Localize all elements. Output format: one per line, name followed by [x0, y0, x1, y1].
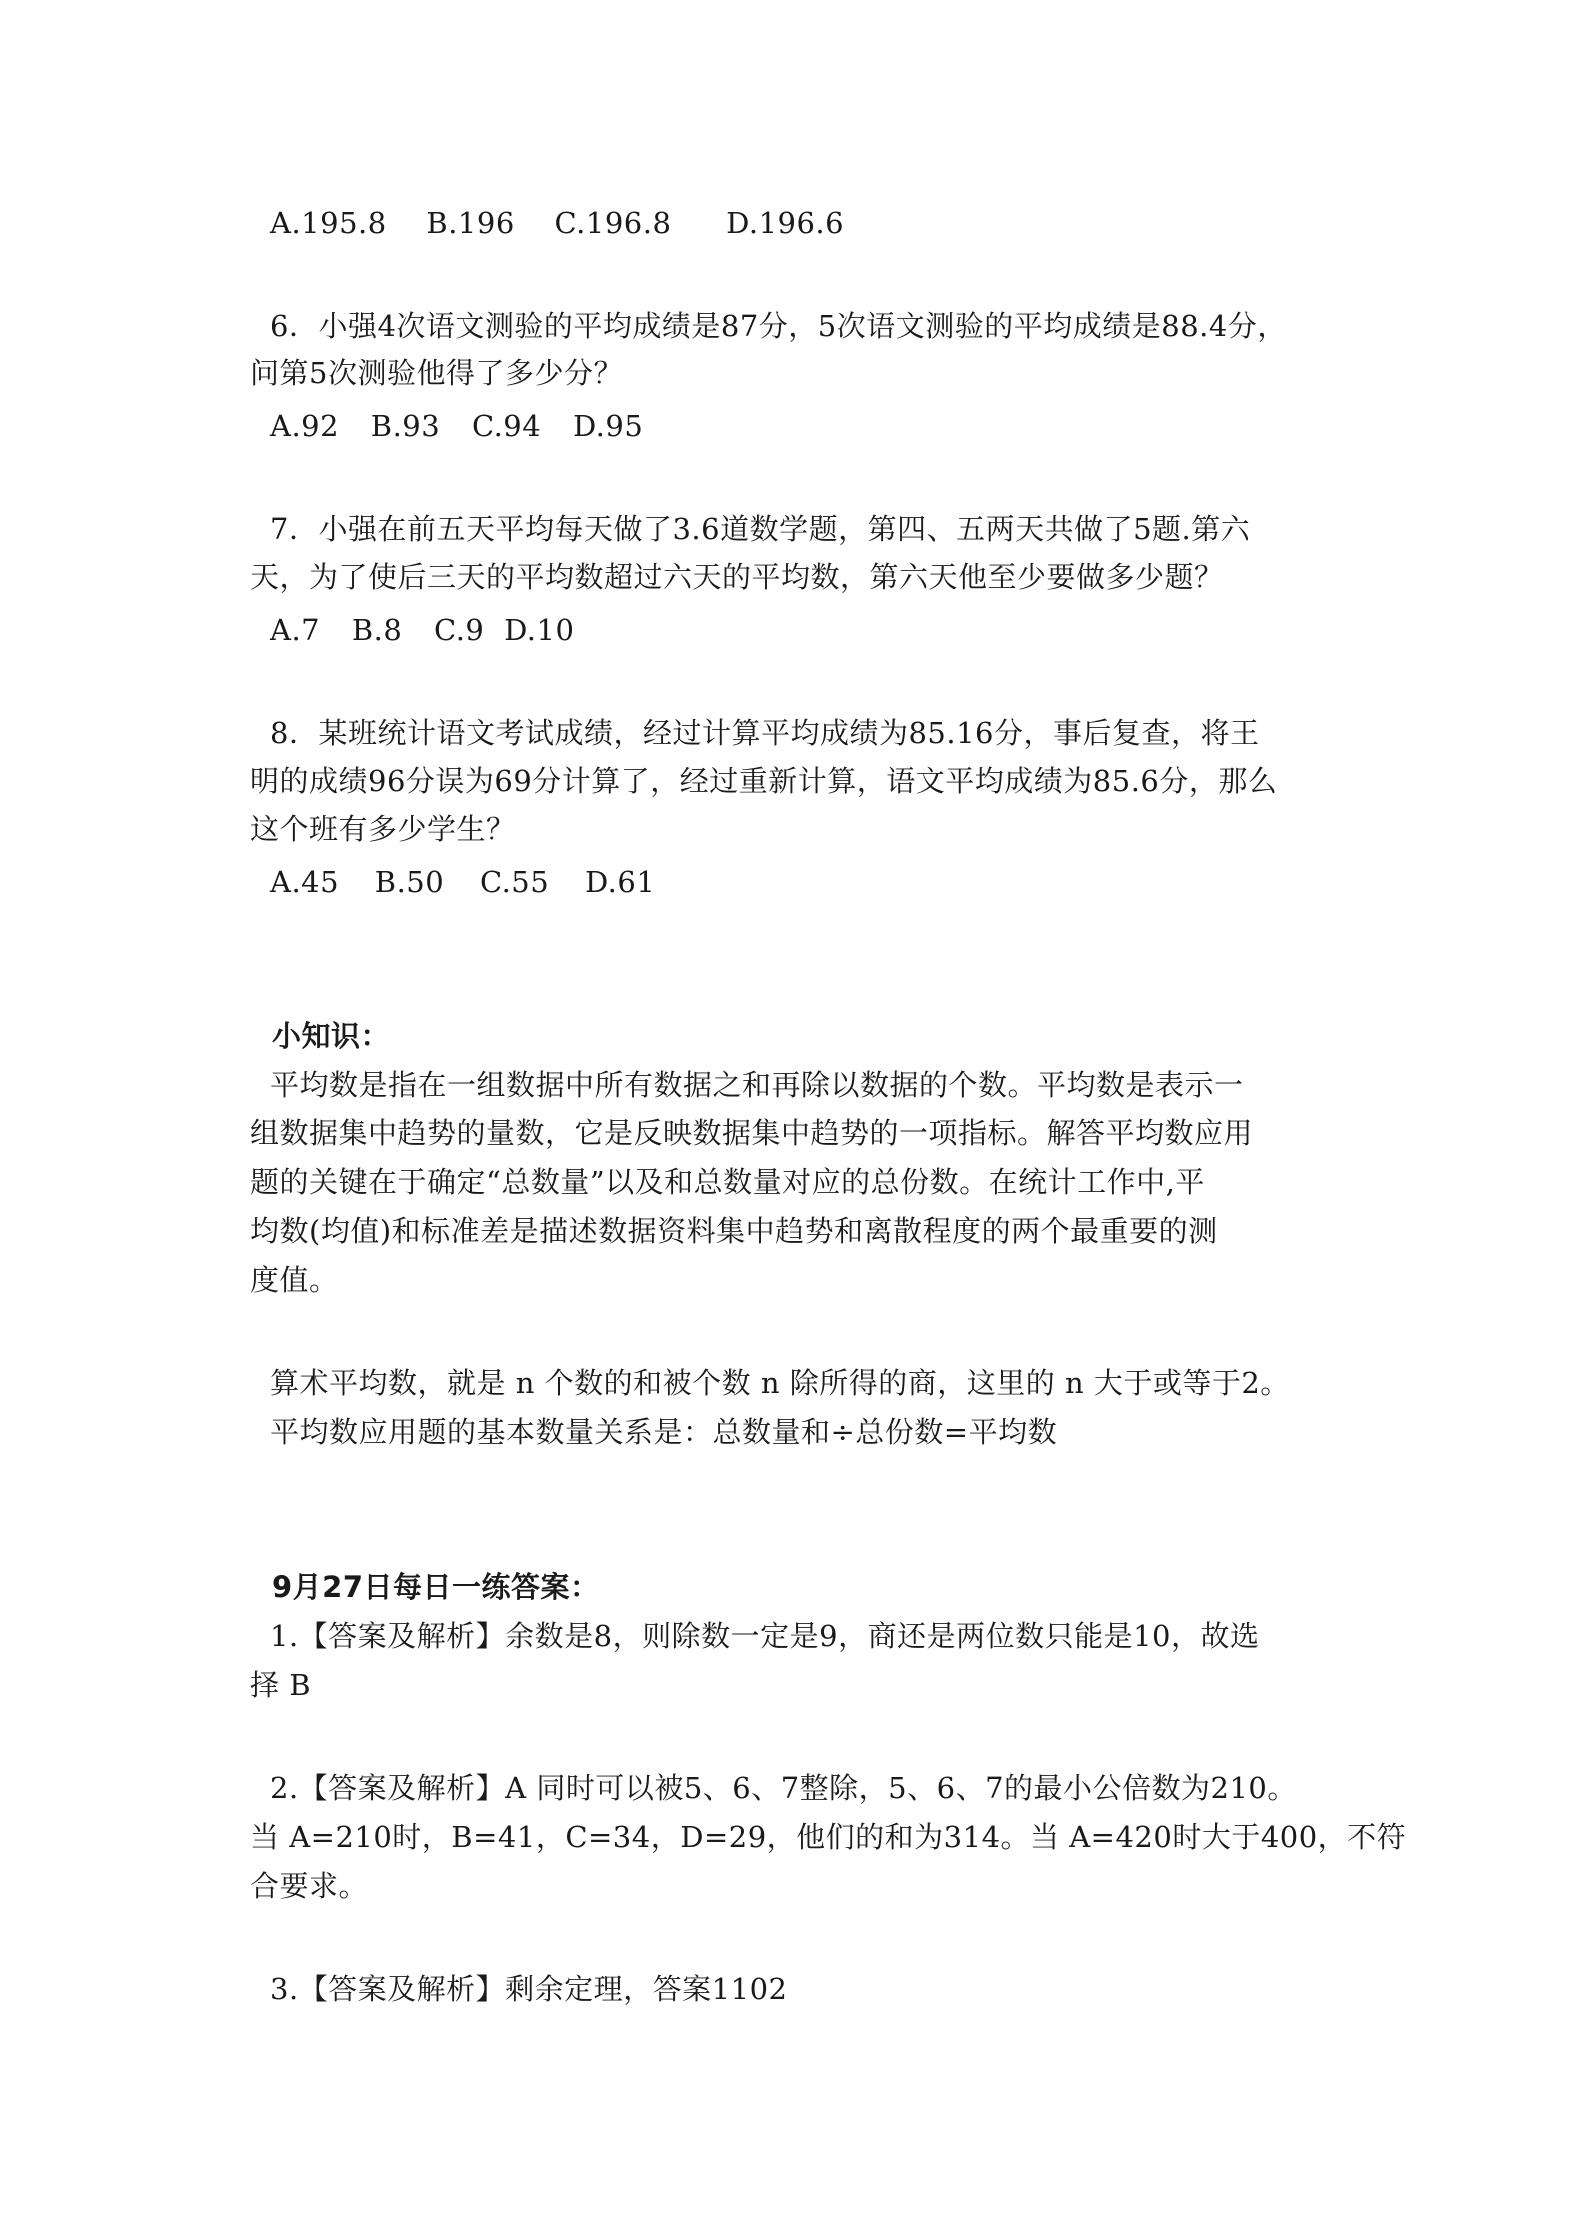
- knowledge-p1-line-1: 平均数是指在一组数据中所有数据之和再除以数据的个数。平均数是表示一: [270, 1068, 1244, 1102]
- knowledge-title: 小知识：: [272, 1019, 391, 1053]
- q8-options: [270, 861, 655, 903]
- answers-title: 9月27日每日一练答案：: [272, 1570, 600, 1604]
- q8-option-a: A.45: [270, 865, 340, 899]
- answer-3-line-1: 3.【答案及解析】剩余定理，答案1102: [270, 1972, 788, 2006]
- q7-line-1: 7．小强在前五天平均每天做了3.6道数学题，第四、五两天共做了5题.第六: [270, 512, 1251, 546]
- q6-line-1: 6．小强4次语文测验的平均成绩是87分，5次语文测验的平均成绩是88.4分，: [270, 309, 1287, 343]
- answer-2-line-3: 合要求。: [250, 1869, 369, 1903]
- q7-options: [270, 609, 574, 651]
- q6-options: [270, 405, 643, 447]
- q8-option-c: C.55: [479, 865, 550, 899]
- q8-line-3: 这个班有多少学生？: [250, 812, 516, 846]
- q6-line-2: 问第5次测验他得了多少分？: [250, 356, 623, 390]
- q7-option-d: D.10: [504, 613, 575, 647]
- knowledge-p1-line-2: 组数据集中趋势的量数，它是反映数据集中趋势的一项指标。解答平均数应用: [250, 1116, 1254, 1150]
- q6-option-c: C.94: [471, 409, 542, 443]
- answer-2-line-2: 当 A=210时，B=41，C=34，D=29，他们的和为314。当 A=420时大于400，不符: [250, 1820, 1407, 1854]
- q7-option-b: B.8: [351, 613, 403, 647]
- q7-line-2: 天，为了使后三天的平均数超过六天的平均数，第六天他至少要做多少题？: [250, 560, 1224, 594]
- q5-option-b: B.196: [426, 206, 515, 240]
- answer-1-line-1: 1.【答案及解析】余数是8，则除数一定是9，商还是两位数只能是10，故选: [270, 1619, 1260, 1653]
- q6-option-a: A.92: [270, 409, 340, 443]
- q6-option-d: D.95: [572, 409, 644, 443]
- q5-option-d: D.196.6: [726, 206, 845, 240]
- answer-1-line-2: 择 B: [250, 1668, 312, 1702]
- q8-option-d: D.61: [584, 865, 656, 899]
- q7-option-a: A.7: [270, 613, 321, 647]
- knowledge-p1-line-3: 题的关键在于确定“总数量”以及和总数量对应的总份数。在统计工作中,平: [250, 1165, 1205, 1199]
- q7-option-c: C.9: [434, 613, 485, 647]
- q5-options: [270, 202, 844, 244]
- q8-line-2: 明的成绩96分误为69分计算了，经过重新计算，语文平均成绩为85.6分，那么: [250, 764, 1278, 798]
- answer-2-line-1: 2.【答案及解析】A 同时可以被5、6、7整除，5、6、7的最小公倍数为210。: [270, 1771, 1297, 1805]
- q8-option-b: B.50: [374, 865, 445, 899]
- q5-option-a: A.195.8: [270, 206, 387, 240]
- q5-option-c: C.196.8: [554, 206, 672, 240]
- knowledge-p2-line-2: 平均数应用题的基本数量关系是：总数量和÷总份数=平均数: [270, 1415, 1058, 1449]
- q6-option-b: B.93: [370, 409, 441, 443]
- q8-line-1: 8．某班统计语文考试成绩，经过计算平均成绩为85.16分，事后复查，将王: [270, 716, 1260, 750]
- knowledge-p2-line-1: 算术平均数，就是 n 个数的和被个数 n 除所得的商，这里的 n 大于或等于2。: [270, 1366, 1290, 1400]
- knowledge-p1-line-4: 均数(均值)和标准差是描述数据资料集中趋势和离散程度的两个最重要的测: [250, 1214, 1218, 1248]
- knowledge-p1-line-5: 度值。: [250, 1263, 339, 1297]
